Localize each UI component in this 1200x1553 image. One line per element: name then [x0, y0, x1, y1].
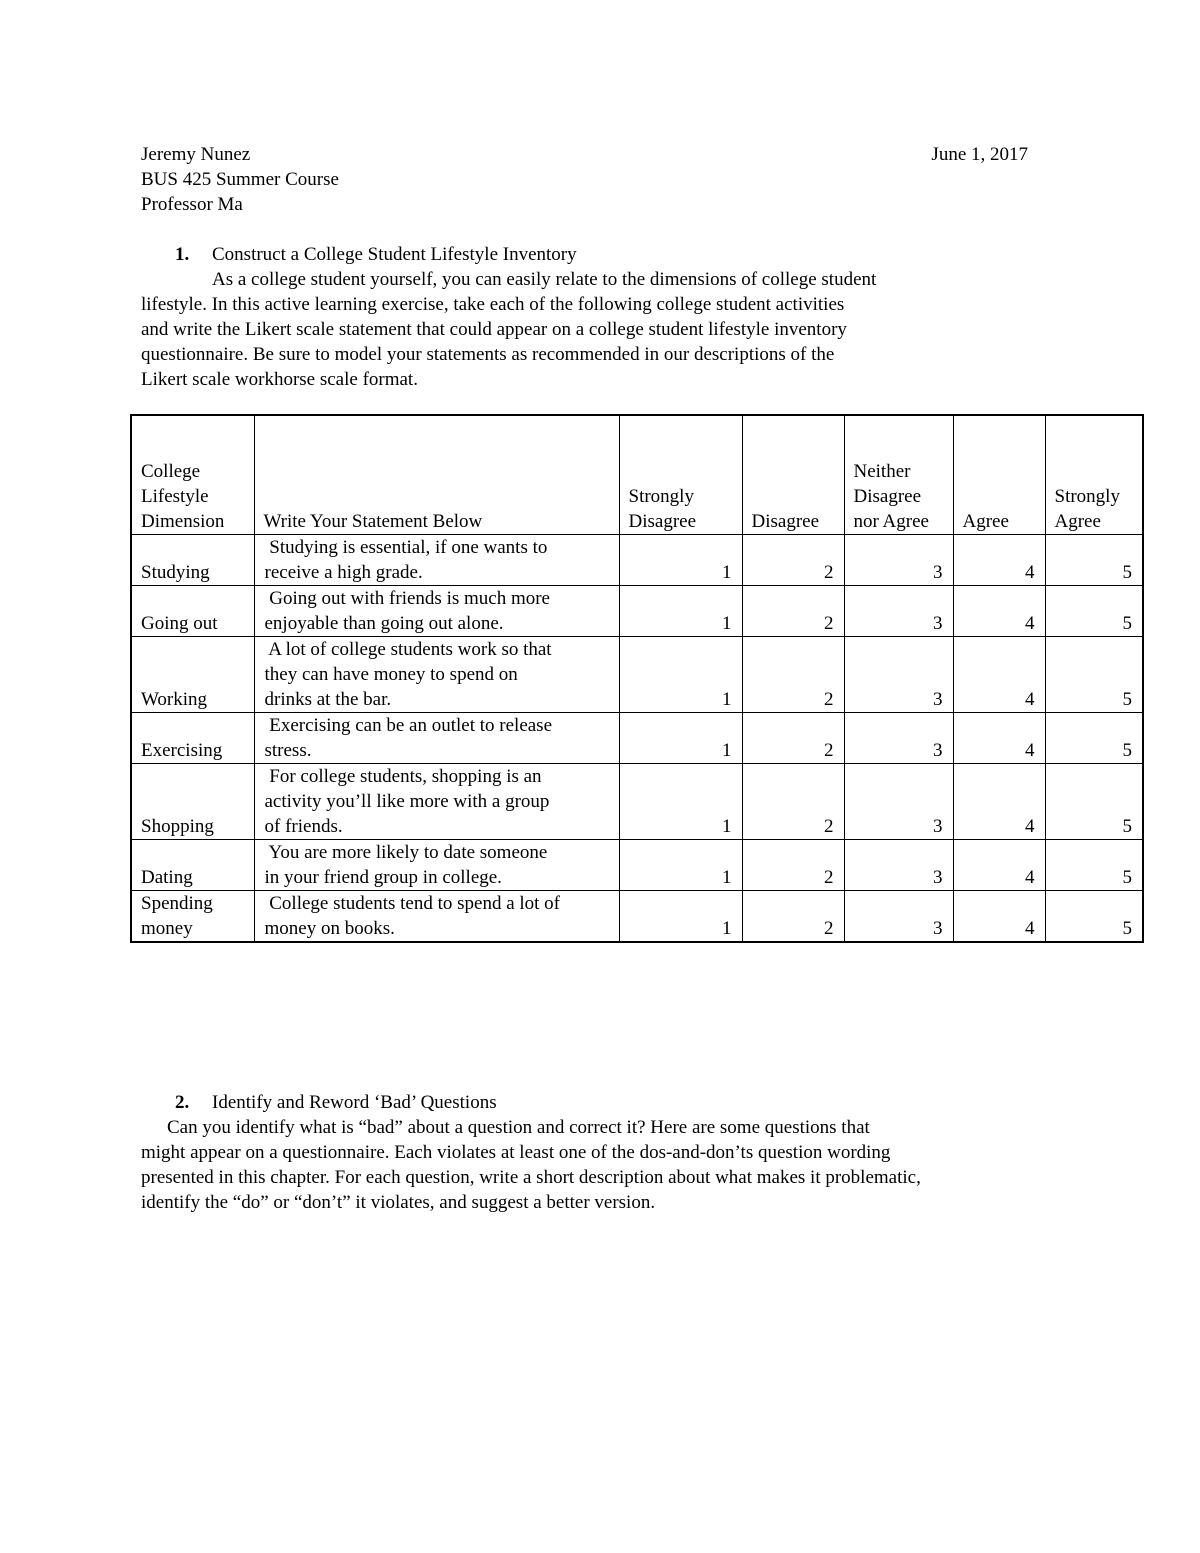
statement-cell: [254, 637, 619, 713]
scale-value-cell: 2: [742, 586, 844, 637]
statement-text: money on books.: [264, 918, 395, 939]
scale-value-cell: 1: [619, 840, 742, 891]
question-2-title: Identify and Reword ‘Bad’ Questions: [212, 1092, 497, 1113]
column-header: [619, 415, 742, 535]
author-name: Jeremy Nunez: [141, 144, 251, 165]
table-row: [131, 713, 1143, 764]
dimension-text: Spending: [141, 893, 213, 914]
scale-value-cell: 5: [1045, 586, 1143, 637]
statement-text: Exercising can be an outlet to release: [264, 715, 553, 736]
instruction-line: identify the “do” or “don’t” it violates, and suggest a better version.: [141, 1192, 656, 1213]
dimension-text: Exercising: [141, 740, 223, 761]
statement-text: in your friend group in college.: [264, 867, 502, 888]
question-1-number: 1.: [175, 244, 190, 265]
column-header-text: Lifestyle: [141, 486, 209, 507]
likert-inventory-table: [130, 414, 1144, 943]
scale-value-cell: 4: [953, 840, 1045, 891]
scale-value-cell: 5: [1045, 891, 1143, 943]
scale-value-cell: 5: [1045, 637, 1143, 713]
statement-cell: [254, 586, 619, 637]
column-header: [131, 415, 254, 535]
question-2-instructions: [141, 1115, 1041, 1215]
scale-value-cell: 1: [619, 891, 742, 943]
professor-name: Professor Ma: [141, 194, 243, 215]
scale-value-cell: 3: [844, 637, 953, 713]
dimension-text: money: [141, 918, 193, 939]
scale-value-cell: 3: [844, 764, 953, 840]
dimension-cell: [131, 535, 254, 586]
scale-value-cell: 1: [619, 586, 742, 637]
statement-cell: [254, 840, 619, 891]
statement-cell: [254, 891, 619, 943]
column-header-text: Disagree: [751, 511, 820, 532]
scale-value-cell: 1: [619, 535, 742, 586]
column-header-text: College: [141, 461, 201, 482]
scale-value-cell: 1: [619, 637, 742, 713]
instruction-line: Likert scale workhorse scale format.: [141, 369, 418, 390]
column-header: [742, 415, 844, 535]
column-header: [953, 415, 1045, 535]
table-row: [131, 535, 1143, 586]
scale-value-cell: 3: [844, 586, 953, 637]
statement-text: receive a high grade.: [264, 562, 423, 583]
scale-value-cell: 3: [844, 535, 953, 586]
table-row: [131, 891, 1143, 943]
instruction-line: might appear on a questionnaire. Each violates at least one of the dos-and-don’ts question wording: [141, 1142, 891, 1163]
statement-text: You are more likely to date someone: [264, 842, 548, 863]
dimension-cell: [131, 764, 254, 840]
scale-value-cell: 4: [953, 713, 1045, 764]
column-header: [1045, 415, 1143, 535]
course-name: BUS 425 Summer Course: [141, 169, 339, 190]
scale-value-cell: 4: [953, 535, 1045, 586]
question-1-instructions: [141, 267, 1041, 392]
column-header-text: Agree: [962, 511, 1009, 532]
instruction-line: lifestyle. In this active learning exercise, take each of the following college student activities: [141, 294, 845, 315]
statement-cell: [254, 713, 619, 764]
column-header-text: Strongly: [628, 486, 694, 507]
instruction-line: questionnaire. Be sure to model your statements as recommended in our descriptions of the: [141, 344, 835, 365]
dimension-cell: [131, 586, 254, 637]
scale-value-cell: 2: [742, 891, 844, 943]
dimension-cell: [131, 840, 254, 891]
dimension-text: Dating: [141, 867, 193, 888]
table-row: [131, 637, 1143, 713]
table-row: [131, 840, 1143, 891]
scale-value-cell: 2: [742, 637, 844, 713]
scale-value-cell: 4: [953, 891, 1045, 943]
scale-value-cell: 3: [844, 713, 953, 764]
statement-text: For college students, shopping is an: [264, 766, 542, 787]
scale-value-cell: 1: [619, 713, 742, 764]
table-header-row: [131, 415, 1143, 535]
instruction-line: and write the Likert scale statement that could appear on a college student lifestyle inventory: [141, 319, 847, 340]
table-row: [131, 764, 1143, 840]
instruction-line: Can you identify what is “bad” about a question and correct it? Here are some questions that: [167, 1117, 870, 1138]
statement-cell: [254, 535, 619, 586]
dimension-text: Studying: [141, 562, 210, 583]
statement-text: A lot of college students work so that: [264, 639, 552, 660]
statement-text: Studying is essential, if one wants to: [264, 537, 548, 558]
column-header-text: Neither: [853, 461, 911, 482]
statement-text: activity you’ll like more with a group: [264, 791, 550, 812]
dimension-text: Working: [141, 689, 208, 710]
scale-value-cell: 2: [742, 535, 844, 586]
instruction-line: As a college student yourself, you can easily relate to the dimensions of college student: [212, 269, 877, 290]
statement-cell: [254, 764, 619, 840]
scale-value-cell: 3: [844, 840, 953, 891]
column-header-text: Strongly: [1054, 486, 1120, 507]
scale-value-cell: 3: [844, 891, 953, 943]
statement-text: stress.: [264, 740, 312, 761]
question-2-number: 2.: [175, 1092, 190, 1113]
statement-text: of friends.: [264, 816, 343, 837]
dimension-cell: [131, 713, 254, 764]
scale-value-cell: 2: [742, 764, 844, 840]
column-header-text: Dimension: [141, 511, 225, 532]
table-row: [131, 586, 1143, 637]
column-header-text: Disagree: [853, 486, 922, 507]
scale-value-cell: 5: [1045, 535, 1143, 586]
scale-value-cell: 5: [1045, 713, 1143, 764]
dimension-cell: [131, 891, 254, 943]
column-header: [844, 415, 953, 535]
column-header-text: Write Your Statement Below: [263, 511, 483, 532]
document-date: June 1, 2017: [931, 144, 1028, 165]
scale-value-cell: 4: [953, 764, 1045, 840]
scale-value-cell: 2: [742, 840, 844, 891]
column-header: [254, 415, 619, 535]
scale-value-cell: 4: [953, 586, 1045, 637]
scale-value-cell: 5: [1045, 764, 1143, 840]
scale-value-cell: 5: [1045, 840, 1143, 891]
column-header-text: nor Agree: [853, 511, 929, 532]
statement-text: they can have money to spend on: [264, 664, 518, 685]
question-1-title: Construct a College Student Lifestyle Inventory: [212, 244, 577, 265]
statement-text: enjoyable than going out alone.: [264, 613, 504, 634]
statement-text: Going out with friends is much more: [264, 588, 550, 609]
column-header-text: Agree: [1054, 511, 1101, 532]
dimension-text: Going out: [141, 613, 218, 634]
scale-value-cell: 4: [953, 637, 1045, 713]
statement-text: College students tend to spend a lot of: [264, 893, 561, 914]
scale-value-cell: 2: [742, 713, 844, 764]
instruction-line: presented in this chapter. For each question, write a short description about what makes it problematic,: [141, 1167, 921, 1188]
dimension-text: Shopping: [141, 816, 214, 837]
statement-text: drinks at the bar.: [264, 689, 392, 710]
dimension-cell: [131, 637, 254, 713]
scale-value-cell: 1: [619, 764, 742, 840]
column-header-text: Disagree: [628, 511, 697, 532]
